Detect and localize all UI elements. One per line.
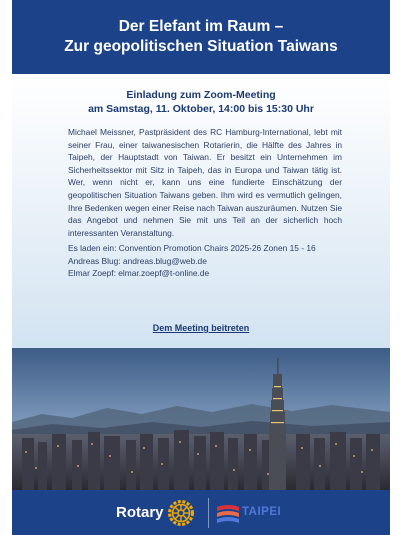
title-line-2: Zur geopolitischen Situation Taiwans xyxy=(64,38,338,55)
title-band xyxy=(12,0,390,74)
invitation-section xyxy=(12,74,390,348)
invitation-date: am Samstag, 11. Oktober, 14:00 bis 15:30 Uhr xyxy=(88,103,314,115)
footer-band xyxy=(12,490,390,535)
rotary-wordmark: Rotary xyxy=(116,504,164,521)
contact-andreas: Andreas Blug: andreas.blug@web.de xyxy=(68,255,207,266)
rotary-wheel-icon xyxy=(168,500,194,526)
join-meeting-area xyxy=(12,322,390,334)
join-meeting-link[interactable]: Dem Meeting beitreten xyxy=(152,323,250,333)
taipei-wordmark: TAIPEI xyxy=(242,506,282,518)
speaker-description: Michael Meissner, Pastpräsident des RC Hamburg-International, lebt mit seiner Frau, einer taiwanesischen Rotarierin, die Hälfte des Jahres in Taipeh, der Hauptstadt von Taiwan. Er besitzt ein Unternehmen im Sicherheitssektor mit Sitz in Taipeh, das in Europa und Taiwan tätig ist. Wer, wenn nicht er, kann uns eine fundierte Einschätzung der geopolitischen Situation Taiwans geben. Ihm wird es vermutlich gelingen, Ihre Bedenken wegen einer Reise nach Taiwan auszuräumen. Nutzen Sie das Angebot und nehmen Sie mit uns Teil an der sicherlich hoch interessanten Veranstaltung. xyxy=(68,127,342,238)
contact-elmar: Elmar Zoepf: elmar.zoepf@t-online.de xyxy=(68,268,210,279)
taipei-skyline-photo xyxy=(12,348,390,490)
event-flyer xyxy=(12,0,390,535)
footer-divider xyxy=(208,498,209,528)
title-line-1: Der Elefant im Raum – xyxy=(118,18,284,35)
invited-by: Es laden ein: Convention Promotion Chairs 2025-26 Zonen 15 - 16 xyxy=(68,243,316,253)
invitation-heading xyxy=(12,88,390,116)
taipei-flag-icon xyxy=(216,498,240,528)
taipei-logo xyxy=(216,498,282,528)
organizer-block xyxy=(68,242,358,280)
invitation-title: Einladung zum Zoom-Meeting xyxy=(126,89,276,101)
